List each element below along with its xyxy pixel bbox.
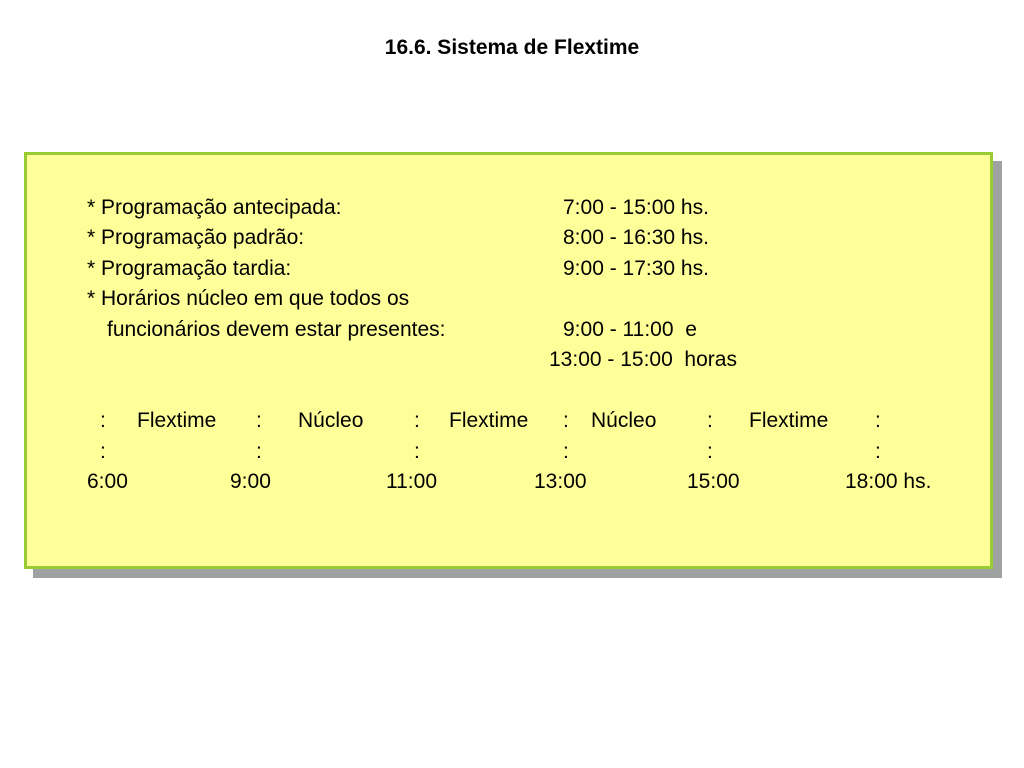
timeline-tick: : bbox=[414, 440, 420, 463]
core-hours-value-line2: 13:00 - 15:00 horas bbox=[549, 348, 737, 371]
timeline-tick: : bbox=[100, 440, 106, 463]
timeline-separator: : bbox=[100, 409, 106, 432]
timeline-tick: : bbox=[875, 440, 881, 463]
slide-title: 16.6. Sistema de Flextime bbox=[384, 36, 640, 59]
schedule-early-label: * Programação antecipada: bbox=[87, 196, 342, 219]
core-hours-value-line1: 9:00 - 11:00 e bbox=[563, 318, 697, 341]
timeline-tick: : bbox=[256, 440, 262, 463]
schedule-standard-label: * Programação padrão: bbox=[87, 226, 305, 249]
timeline-period-flextime: Flextime bbox=[749, 409, 829, 432]
timeline-period-flextime: Flextime bbox=[137, 409, 217, 432]
core-hours-label-line1: * Horários núcleo em que todos os bbox=[87, 287, 410, 310]
schedule-early-value: 7:00 - 15:00 hs. bbox=[563, 196, 709, 219]
timeline-time: 18:00 hs. bbox=[845, 470, 932, 493]
timeline-period-core: Núcleo bbox=[298, 409, 364, 432]
timeline-time: 6:00 bbox=[87, 470, 128, 493]
timeline-time: 13:00 bbox=[534, 470, 587, 493]
timeline-time: 11:00 bbox=[386, 470, 437, 493]
timeline-separator: : bbox=[707, 409, 713, 432]
timeline-separator: : bbox=[875, 409, 881, 432]
timeline-time: 9:00 bbox=[230, 470, 271, 493]
timeline-time: 15:00 bbox=[687, 470, 740, 493]
timeline-separator: : bbox=[414, 409, 420, 432]
schedule-late-label: * Programação tardia: bbox=[87, 257, 292, 280]
timeline-period-flextime: Flextime bbox=[449, 409, 529, 432]
timeline-tick: : bbox=[563, 440, 569, 463]
timeline-tick: : bbox=[707, 440, 713, 463]
core-hours-label-line2: funcionários devem estar presentes: bbox=[107, 318, 446, 341]
schedule-standard-value: 8:00 - 16:30 hs. bbox=[563, 226, 709, 249]
timeline-separator: : bbox=[256, 409, 262, 432]
schedule-late-value: 9:00 - 17:30 hs. bbox=[563, 257, 709, 280]
timeline-separator: : bbox=[563, 409, 569, 432]
timeline-period-core: Núcleo bbox=[591, 409, 657, 432]
